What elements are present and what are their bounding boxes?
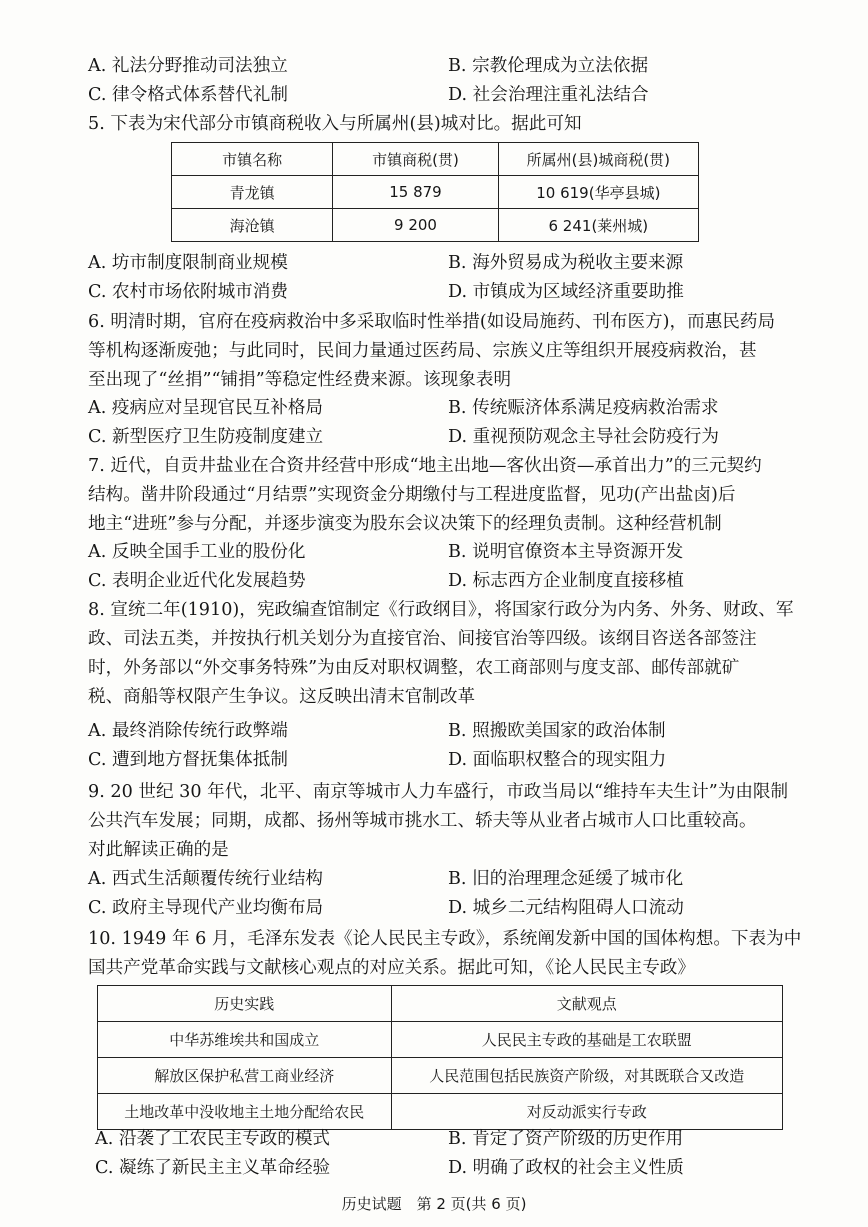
page-footer: 历史试题 第 2 页(共 6 页): [341, 1195, 527, 1213]
table-header-row: [172, 143, 699, 176]
q9-option-d: D. 城乡二元结构阻碍人口流动: [448, 898, 684, 918]
q7-stem-line: 地主“进班”参与分配，并逐步演变为股东会议决策下的经理负责制。这种经营机制: [88, 514, 722, 534]
q6-option-c: C. 新型医疗卫生防疫制度建立: [88, 427, 324, 447]
q9-option-a: A. 西式生活颠覆传统行业结构: [88, 869, 324, 889]
q8-option-c: C. 遭到地方督抚集体抵制: [88, 750, 288, 770]
q6-stem-line: 6. 明清时期，官府在疫病救治中多采取临时性举措(如设局施药、刊布医方)，而惠民药局: [88, 312, 776, 332]
table-cell: 10 619(华亭县城): [498, 176, 698, 209]
q5-option-a: A. 坊市制度限制商业规模: [88, 253, 288, 273]
q6-option-d: D. 重视预防观念主导社会防疫行为: [448, 427, 719, 447]
q4-option-b: B. 宗教伦理成为立法依据: [448, 56, 649, 76]
table-header-cell: 历史实践: [98, 986, 392, 1022]
q5-stem: 5. 下表为宋代部分市镇商税收入与所属州(县)城对比。据此可知: [88, 114, 582, 134]
q7-stem-line: 7. 近代，自贡井盐业在合资井经营中形成“地主出地—客伙出资—承首出力”的三元契约: [88, 456, 762, 476]
table-row: [172, 209, 699, 242]
table-header-cell: 市镇名称: [172, 143, 333, 176]
q4-option-c: C. 律令格式体系替代礼制: [88, 85, 288, 105]
table-cell: 海沧镇: [172, 209, 333, 242]
q10-option-c: C. 凝练了新民主主义革命经验: [95, 1158, 331, 1178]
q8-stem-line: 8. 宣统二年(1910)，宪政编查馆制定《行政纲目》，将国家行政分为内务、外务、财政、军: [88, 600, 794, 620]
q6-option-a: A. 疫病应对呈现官民互补格局: [88, 398, 324, 418]
q10-table: [97, 985, 783, 1130]
table-header-cell: 文献观点: [391, 986, 782, 1022]
table-cell: 土地改革中没收地主土地分配给农民: [98, 1094, 392, 1130]
table-cell: 9 200: [333, 209, 498, 242]
q6-stem-line: 等机构逐渐废弛；与此同时，民间力量通过医药局、宗族义庄等组织开展疫病救治，甚: [88, 341, 757, 361]
q10-option-d: D. 明确了政权的社会主义性质: [448, 1158, 684, 1178]
q10-stem-line: 10. 1949 年 6 月，毛泽东发表《论人民民主专政》，系统阐发新中国的国体构想。下表为中: [88, 929, 802, 949]
q9-stem-line: 9. 20 世纪 30 年代，北平、南京等城市人力车盛行，市政当局以“维持车夫生计”为由限制: [88, 782, 789, 802]
q4-option-d: D. 社会治理注重礼法结合: [448, 85, 649, 105]
table-cell: 解放区保护私营工商业经济: [98, 1058, 392, 1094]
q8-option-b: B. 照搬欧美国家的政治体制: [448, 721, 666, 741]
table-cell: 中华苏维埃共和国成立: [98, 1022, 392, 1058]
q6-stem-line: 至出现了“丝捐”“铺捐”等稳定性经费来源。该现象表明: [88, 370, 512, 390]
table-header-cell: 所属州(县)城商税(贯): [498, 143, 698, 176]
table-cell: 青龙镇: [172, 176, 333, 209]
q8-option-a: A. 最终消除传统行政弊端: [88, 721, 288, 741]
table-cell: 人民民主专政的基础是工农联盟: [391, 1022, 782, 1058]
q5-table: [171, 142, 699, 242]
q4-option-a: A. 礼法分野推动司法独立: [88, 56, 288, 76]
table-row: [98, 1058, 783, 1094]
q6-option-b: B. 传统赈济体系满足疫病救治需求: [448, 398, 719, 418]
table-cell: 15 879: [333, 176, 498, 209]
q9-option-c: C. 政府主导现代产业均衡布局: [88, 898, 324, 918]
q9-stem-line: 对此解读正确的是: [88, 840, 229, 860]
table-cell: 对反动派实行专政: [391, 1094, 782, 1130]
q7-option-b: B. 说明官僚资本主导资源开发: [448, 542, 684, 562]
q8-stem-line: 时，外务部以“外交事务特殊”为由反对职权调整，农工商部则与度支部、邮传部就矿: [88, 658, 740, 678]
q7-option-a: A. 反映全国手工业的股份化: [88, 542, 306, 562]
table-cell: 人民范围包括民族资产阶级，对其既联合又改造: [391, 1058, 782, 1094]
table-row: [98, 1094, 783, 1130]
q8-stem-line: 政、司法五类，并按执行机关划分为直接官治、间接官治等四级。该纲目咨送各部签注: [88, 629, 757, 649]
q5-option-d: D. 市镇成为区域经济重要助推: [448, 282, 684, 302]
q7-stem-line: 结构。凿井阶段通过“月结票”实现资金分期缴付与工程进度监督，见功(产出盐卤)后: [88, 485, 736, 505]
q9-stem-line: 公共汽车发展；同期，成都、扬州等城市挑水工、轿夫等从业者占城市人口比重较高。: [88, 811, 757, 831]
q8-stem-line: 税、商船等权限产生争议。这反映出清末官制改革: [88, 687, 476, 707]
table-cell: 6 241(莱州城): [498, 209, 698, 242]
q7-option-d: D. 标志西方企业制度直接移植: [448, 571, 684, 591]
q10-stem-line: 国共产党革命实践与文献核心观点的对应关系。据此可知，《论人民民主专政》: [88, 958, 695, 978]
q10-option-a: A. 沿袭了工农民主专政的模式: [95, 1129, 331, 1149]
q5-option-b: B. 海外贸易成为税收主要来源: [448, 253, 684, 273]
table-row: [172, 176, 699, 209]
q10-option-b: B. 肯定了资产阶级的历史作用: [448, 1129, 684, 1149]
table-header-cell: 市镇商税(贯): [333, 143, 498, 176]
q9-option-b: B. 旧的治理理念延缓了城市化: [448, 869, 684, 889]
q5-option-c: C. 农村市场依附城市消费: [88, 282, 288, 302]
table-row: [98, 1022, 783, 1058]
table-header-row: [98, 986, 783, 1022]
q7-option-c: C. 表明企业近代化发展趋势: [88, 571, 306, 591]
q8-option-d: D. 面临职权整合的现实阻力: [448, 750, 667, 770]
